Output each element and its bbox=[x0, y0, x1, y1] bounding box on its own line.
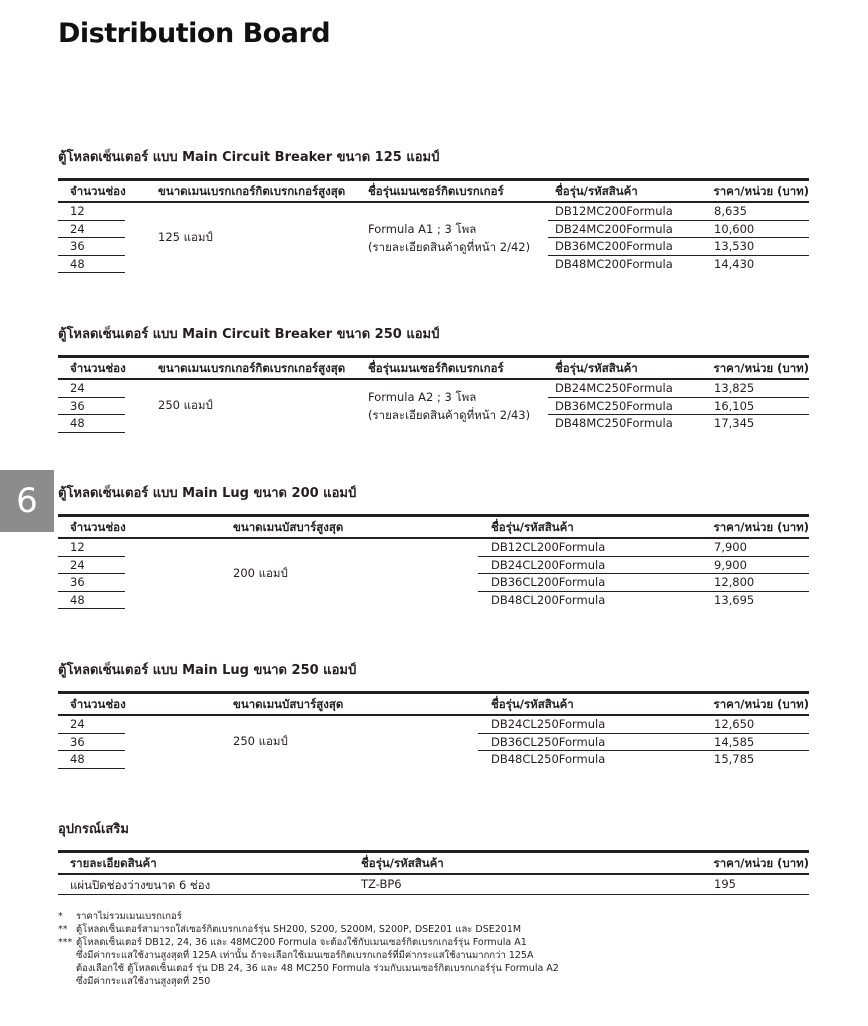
slots-cell: 48 bbox=[70, 416, 85, 430]
price-cell: 13,695 bbox=[714, 592, 755, 607]
table-row bbox=[58, 256, 809, 274]
slots-cell: 24 bbox=[70, 557, 85, 572]
breaker-model-cell: Formula A2 ; 3 โพล (รายละเอียดสินค้าดูที่หน้า 2/43) bbox=[368, 390, 531, 422]
section-lug-200 bbox=[58, 483, 809, 609]
header-product-code: ชื่อรุ่น/รหัสสินค้า bbox=[361, 856, 444, 870]
table-row bbox=[58, 574, 809, 592]
price-cell: 14,430 bbox=[714, 256, 755, 271]
header-slots: จำนวนช่อง bbox=[70, 361, 126, 375]
code-cell: DB36CL250Formula bbox=[491, 734, 606, 749]
footnote-continuation: ต้องเลือกใช้ ตู้โหลดเซ็นเตอร์ รุ่น DB 24, 36 และ 48 MC250 Formula ร่วมกับเมนเซอร์กิตเบรกเกอร์รุ่น Formula A2 bbox=[76, 963, 559, 974]
header-breaker-size: ขนาดเมนเบรกเกอร์กิตเบรกเกอร์สูงสุด bbox=[158, 361, 346, 375]
footnote: *** ตู้โหลดเซ็นเตอร์ DB12, 24, 36 และ 48MC200 Formula จะต้องใช้กับเมนเซอร์กิตเบรกเกอร์รุ่น Formula A1 bbox=[58, 937, 527, 948]
footnote: * ราคาไม่รวมเมนเบรกเกอร์ bbox=[58, 911, 182, 922]
header-price: ราคา/หน่วย (บาท) bbox=[713, 697, 809, 711]
code-cell: DB12CL200Formula bbox=[491, 540, 606, 554]
header-price: ราคา/หน่วย (บาท) bbox=[713, 184, 809, 198]
busbar-size-cell: 200 แอมป์ bbox=[233, 566, 288, 580]
code-cell: DB36MC200Formula bbox=[555, 239, 673, 253]
footnotes bbox=[58, 910, 559, 988]
slots-cell: 48 bbox=[70, 592, 85, 607]
slots-cell: 24 bbox=[70, 381, 85, 395]
table-row bbox=[58, 557, 809, 575]
table-header bbox=[58, 694, 809, 716]
section-title: ตู้โหลดเซ็นเตอร์ แบบ Main Lug ขนาด 250 แอมป์ bbox=[58, 663, 357, 678]
table-body bbox=[58, 539, 809, 609]
section-accessories bbox=[58, 819, 809, 895]
header-price: ราคา/หน่วย (บาท) bbox=[713, 361, 809, 375]
slots-cell: 48 bbox=[70, 752, 85, 766]
price-cell: 16,105 bbox=[714, 398, 755, 413]
header-product-code: ชื่อรุ่น/รหัสสินค้า bbox=[491, 520, 574, 534]
table-header bbox=[58, 358, 809, 380]
footnote: ** ตู้โหลดเซ็นเตอร์สามารถใส่เซอร์กิตเบรกเกอร์รุ่น SH200, S200, S200M, S200P, DSE201 และ DSE201M bbox=[58, 924, 522, 935]
description-cell: แผ่นปิดช่องว่างขนาด 6 ช่อง bbox=[70, 878, 211, 892]
code-cell: DB36MC250Formula bbox=[555, 398, 673, 413]
price-cell: 15,785 bbox=[714, 752, 755, 766]
row-divider bbox=[478, 556, 809, 557]
code-cell: DB48MC250Formula bbox=[555, 416, 673, 430]
price-cell: 17,345 bbox=[714, 416, 755, 430]
table-row bbox=[58, 203, 809, 221]
section-title: ตู้โหลดเซ็นเตอร์ แบบ Main Circuit Breaker ขนาด 250 แอมป์ bbox=[58, 327, 440, 342]
table-row bbox=[58, 875, 809, 895]
breaker-size-cell: 125 แอมป์ bbox=[158, 230, 213, 244]
table-header bbox=[58, 517, 809, 539]
section-title: อุปกรณ์เสริม bbox=[58, 822, 129, 837]
price-table bbox=[58, 355, 809, 433]
row-divider bbox=[478, 573, 809, 574]
price-cell: 14,585 bbox=[714, 734, 755, 749]
table-body bbox=[58, 380, 809, 433]
header-slots: จำนวนช่อง bbox=[70, 184, 126, 198]
table-row bbox=[58, 592, 809, 610]
header-product-code: ชื่อรุ่น/รหัสสินค้า bbox=[555, 361, 638, 375]
code-cell: DB24MC200Formula bbox=[555, 221, 673, 236]
section-lug-250 bbox=[58, 660, 809, 769]
price-cell: 10,600 bbox=[714, 221, 755, 236]
section-mcb-125 bbox=[58, 147, 809, 273]
code-cell: DB48CL250Formula bbox=[491, 752, 606, 766]
table-body bbox=[58, 203, 809, 273]
header-breaker-model: ชื่อรุ่นเมนเซอร์กิตเบรกเกอร์ bbox=[368, 184, 504, 198]
header-busbar-size: ขนาดเมนบัสบาร์สูงสุด bbox=[233, 520, 344, 534]
price-cell: 9,900 bbox=[714, 557, 747, 572]
slots-cell: 24 bbox=[70, 221, 85, 236]
code-cell: DB24MC250Formula bbox=[555, 381, 673, 395]
header-description: รายละเอียดสินค้า bbox=[70, 856, 157, 870]
price-cell: 13,825 bbox=[714, 381, 755, 395]
price-table bbox=[58, 691, 809, 769]
table-row bbox=[58, 734, 809, 752]
row-divider bbox=[548, 220, 809, 221]
slots-cell: 36 bbox=[70, 239, 85, 253]
page-title: Distribution Board bbox=[58, 18, 331, 49]
section-title: ตู้โหลดเซ็นเตอร์ แบบ Main Lug ขนาด 200 แอมป์ bbox=[58, 486, 357, 501]
price-cell: 12,650 bbox=[714, 717, 755, 731]
slots-cell: 12 bbox=[70, 204, 85, 218]
table-header bbox=[58, 853, 809, 875]
code-cell: DB24CL200Formula bbox=[491, 557, 606, 572]
row-divider bbox=[478, 750, 809, 751]
row-divider bbox=[478, 591, 809, 592]
price-cell: 13,530 bbox=[714, 239, 755, 253]
header-price: ราคา/หน่วย (บาท) bbox=[713, 520, 809, 534]
breaker-model-cell: Formula A1 ; 3 โพล (รายละเอียดสินค้าดูที่หน้า 2/42) bbox=[368, 222, 531, 254]
row-divider bbox=[548, 255, 809, 256]
price-cell: 8,635 bbox=[714, 204, 747, 218]
header-breaker-size: ขนาดเมนเบรกเกอร์กิตเบรกเกอร์สูงสุด bbox=[158, 184, 346, 198]
header-busbar-size: ขนาดเมนบัสบาร์สูงสุด bbox=[233, 697, 344, 711]
code-cell: DB36CL200Formula bbox=[491, 575, 606, 589]
header-product-code: ชื่อรุ่น/รหัสสินค้า bbox=[555, 184, 638, 198]
code-cell: DB48MC200Formula bbox=[555, 256, 673, 271]
section-mcb-250 bbox=[58, 324, 809, 433]
busbar-size-cell: 250 แอมป์ bbox=[233, 734, 288, 748]
table-body bbox=[58, 716, 809, 769]
header-price: ราคา/หน่วย (บาท) bbox=[713, 856, 809, 870]
table-row bbox=[58, 716, 809, 734]
row-divider bbox=[548, 397, 809, 398]
slots-cell: 36 bbox=[70, 734, 85, 749]
breaker-size-cell: 250 แอมป์ bbox=[158, 398, 213, 412]
price-cell: 12,800 bbox=[714, 575, 755, 589]
price-table bbox=[58, 178, 809, 273]
slots-cell: 12 bbox=[70, 540, 85, 554]
row-divider bbox=[478, 733, 809, 734]
footnote-continuation: ซึ่งมีค่ากระแสใช้งานสูงสุดที่ 250 bbox=[76, 976, 211, 987]
table-row bbox=[58, 539, 809, 557]
row-divider bbox=[548, 237, 809, 238]
row-divider bbox=[548, 414, 809, 415]
code-cell: DB48CL200Formula bbox=[491, 592, 606, 607]
price-cell: 7,900 bbox=[714, 540, 747, 554]
slots-cell: 48 bbox=[70, 256, 85, 271]
slots-cell: 36 bbox=[70, 575, 85, 589]
footnote-continuation: ซึ่งมีค่ากระแสใช้งานสูงสุดที่ 125A เท่านั้น ถ้าจะเลือกใช้เมนเซอร์กิตเบรกเกอร์ที่มีค่ากระแสใช้งานมากกว่า 125A bbox=[76, 950, 534, 961]
table-row bbox=[58, 751, 809, 769]
chapter-tab: 6 bbox=[0, 470, 54, 532]
price-cell: 195 bbox=[714, 877, 736, 891]
slots-cell: 36 bbox=[70, 398, 85, 413]
header-product-code: ชื่อรุ่น/รหัสสินค้า bbox=[491, 697, 574, 711]
header-breaker-model: ชื่อรุ่นเมนเซอร์กิตเบรกเกอร์ bbox=[368, 361, 504, 375]
accessory-table bbox=[58, 850, 809, 895]
code-cell: TZ-BP6 bbox=[361, 877, 402, 891]
header-slots: จำนวนช่อง bbox=[70, 520, 126, 534]
section-title: ตู้โหลดเซ็นเตอร์ แบบ Main Circuit Breaker ขนาด 125 แอมป์ bbox=[58, 150, 440, 165]
slots-cell: 24 bbox=[70, 717, 85, 731]
price-table bbox=[58, 514, 809, 609]
table-header bbox=[58, 181, 809, 203]
header-slots: จำนวนช่อง bbox=[70, 697, 126, 711]
code-cell: DB12MC200Formula bbox=[555, 204, 673, 218]
code-cell: DB24CL250Formula bbox=[491, 717, 606, 731]
